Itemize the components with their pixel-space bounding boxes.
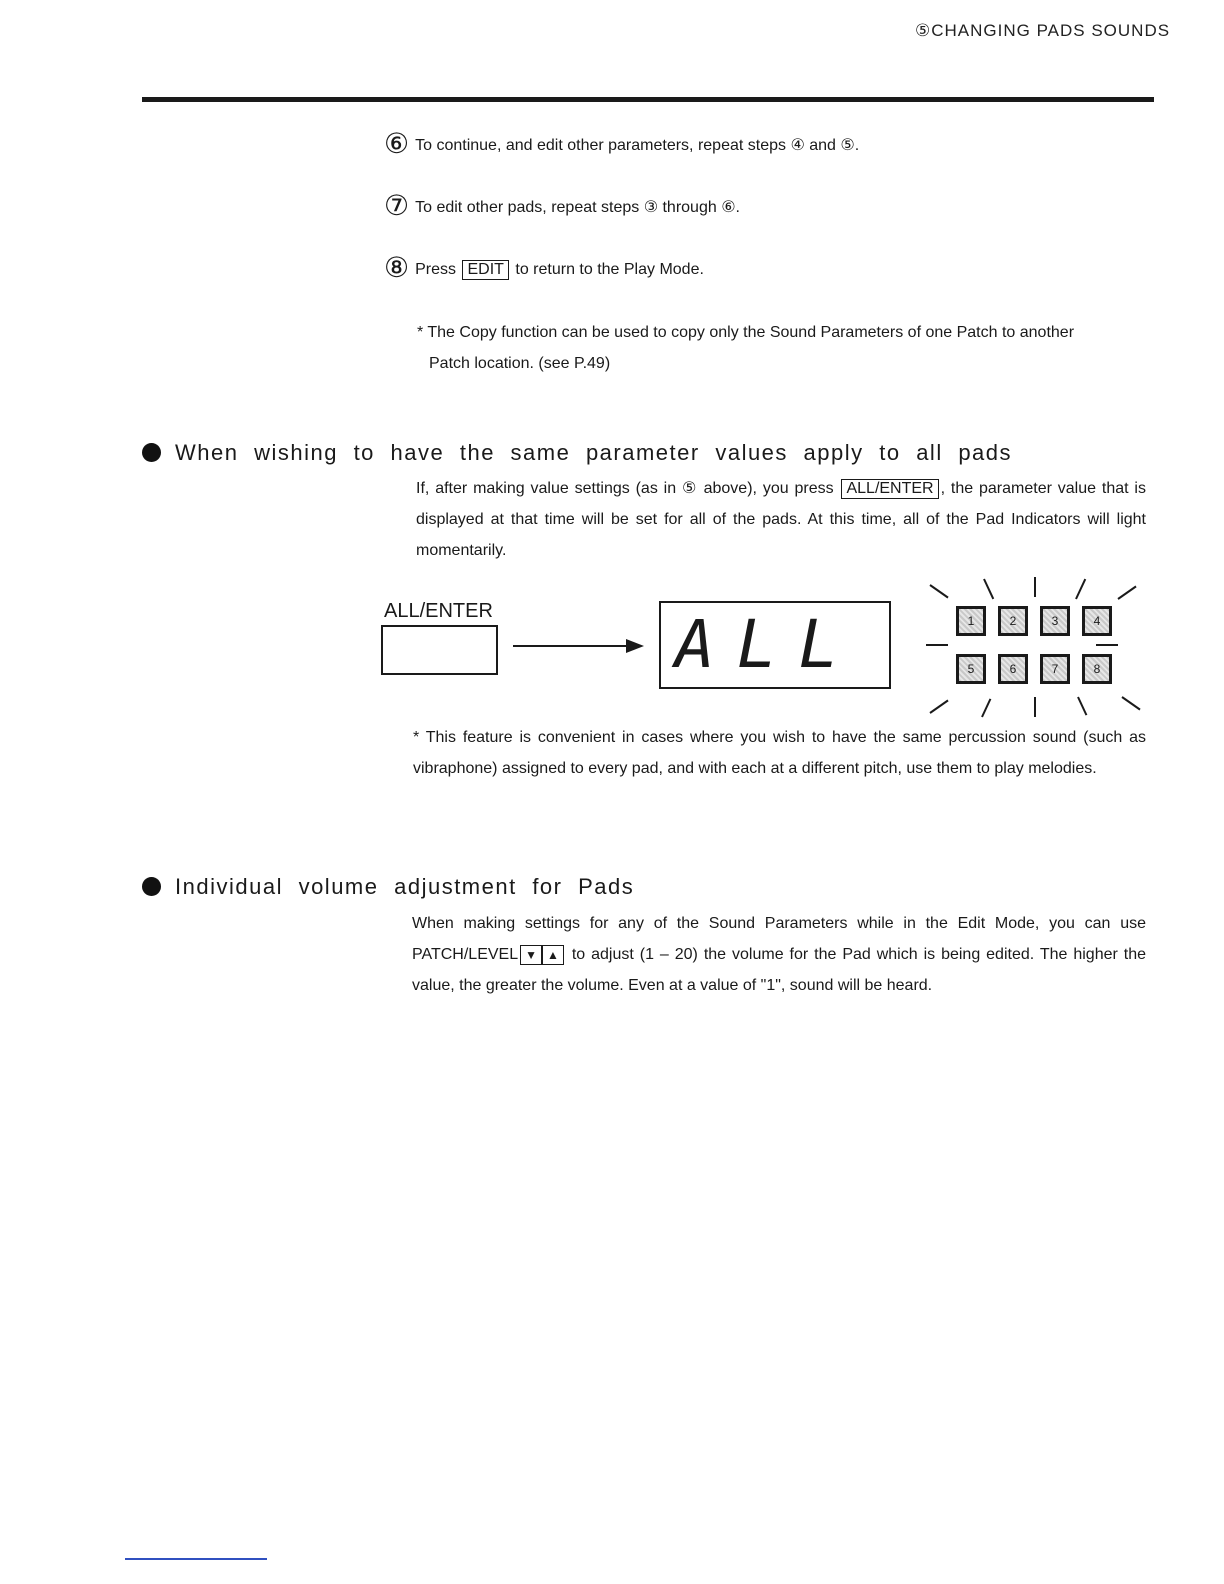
section-heading-all-pads	[142, 440, 1012, 466]
bullet-icon	[142, 877, 161, 896]
light-ray	[1121, 696, 1140, 710]
all-pads-note: * This feature is convenient in cases where you wish to have the same percussion sound (such as vibraphone) assigned to every pad, and with each at a different pitch, use them to play melodies.	[413, 729, 1146, 777]
header-rule	[142, 97, 1154, 102]
pad-indicator-1: 1	[956, 606, 986, 636]
copy-note	[417, 317, 1157, 379]
level-down-key: ▼	[520, 945, 542, 965]
step-number: ⑦	[384, 190, 410, 221]
arrow-line	[513, 645, 628, 647]
pad-indicator-4: 4	[1082, 606, 1112, 636]
copy-note-line1: * The Copy function can be used to copy only the Sound Parameters of one Patch to another	[417, 324, 1075, 341]
bullet-icon	[142, 443, 161, 462]
pad-indicator-3: 3	[1040, 606, 1070, 636]
lcd-display-text: ALL	[675, 606, 861, 683]
all-pads-paragraph: If, after making value settings (as in ⑤ above), you press ALL/ENTER , the parameter value that is displayed at that time will be set for all of the pads. At this time, all of the Pad Indicators will light momentarily.	[416, 480, 1146, 559]
page-header-title: ⑤CHANGING PADS SOUNDS	[915, 21, 1171, 38]
level-up-key: ▲	[542, 945, 564, 965]
arrow-right-icon	[626, 639, 644, 653]
pad-indicator-7: 7	[1040, 654, 1070, 684]
edit-key: EDIT	[462, 260, 508, 280]
all-enter-key: ALL/ENTER	[841, 479, 938, 499]
pad-indicator-8: 8	[1082, 654, 1112, 684]
light-ray	[1096, 644, 1118, 646]
step-number: ⑥	[384, 128, 410, 159]
pad-indicator-5: 5	[956, 654, 986, 684]
light-ray	[1034, 577, 1036, 597]
section-heading-volume	[142, 874, 634, 900]
footer-mark	[125, 1558, 267, 1560]
light-ray	[1117, 586, 1136, 600]
lcd-display	[659, 601, 891, 689]
step-text-pre: Press	[415, 261, 457, 278]
section-heading-text: When wishing to have the same parameter values apply to all pads	[175, 440, 1013, 465]
step-6	[384, 127, 859, 160]
light-ray	[1075, 579, 1086, 600]
step-text: To edit other pads, repeat steps ③ through ⑥.	[415, 199, 740, 216]
all-enter-button	[381, 625, 498, 675]
light-ray	[1034, 697, 1036, 717]
light-ray	[929, 584, 948, 598]
section-heading-text: Individual volume adjustment for Pads	[175, 874, 635, 899]
pad-indicator-2: 2	[998, 606, 1028, 636]
light-ray	[983, 579, 994, 600]
step-7	[384, 189, 740, 222]
volume-paragraph: When making settings for any of the Sound Parameters while in the Edit Mode, you can use PATCH/LEVEL ▼ ▲ to adjust (1 – 20) the volume for the Pad which is being edited. The higher the value, the greater the volume. Even at a value of "1", sound will be heard.	[412, 915, 1147, 994]
all-enter-button-label: ALL/ENTER	[384, 600, 493, 622]
step-text-post: to return to the Play Mode.	[515, 261, 704, 278]
pad-indicators	[910, 572, 1150, 722]
copy-note-line2: Patch location. (see P.49)	[429, 355, 611, 372]
light-ray	[926, 644, 948, 646]
step-8	[384, 251, 704, 284]
light-ray	[1077, 697, 1087, 716]
step-text: To continue, and edit other parameters, repeat steps ④ and ⑤.	[415, 137, 860, 154]
pad-indicator-6: 6	[998, 654, 1028, 684]
light-ray	[981, 698, 991, 717]
step-number: ⑧	[384, 252, 410, 283]
light-ray	[929, 700, 948, 714]
